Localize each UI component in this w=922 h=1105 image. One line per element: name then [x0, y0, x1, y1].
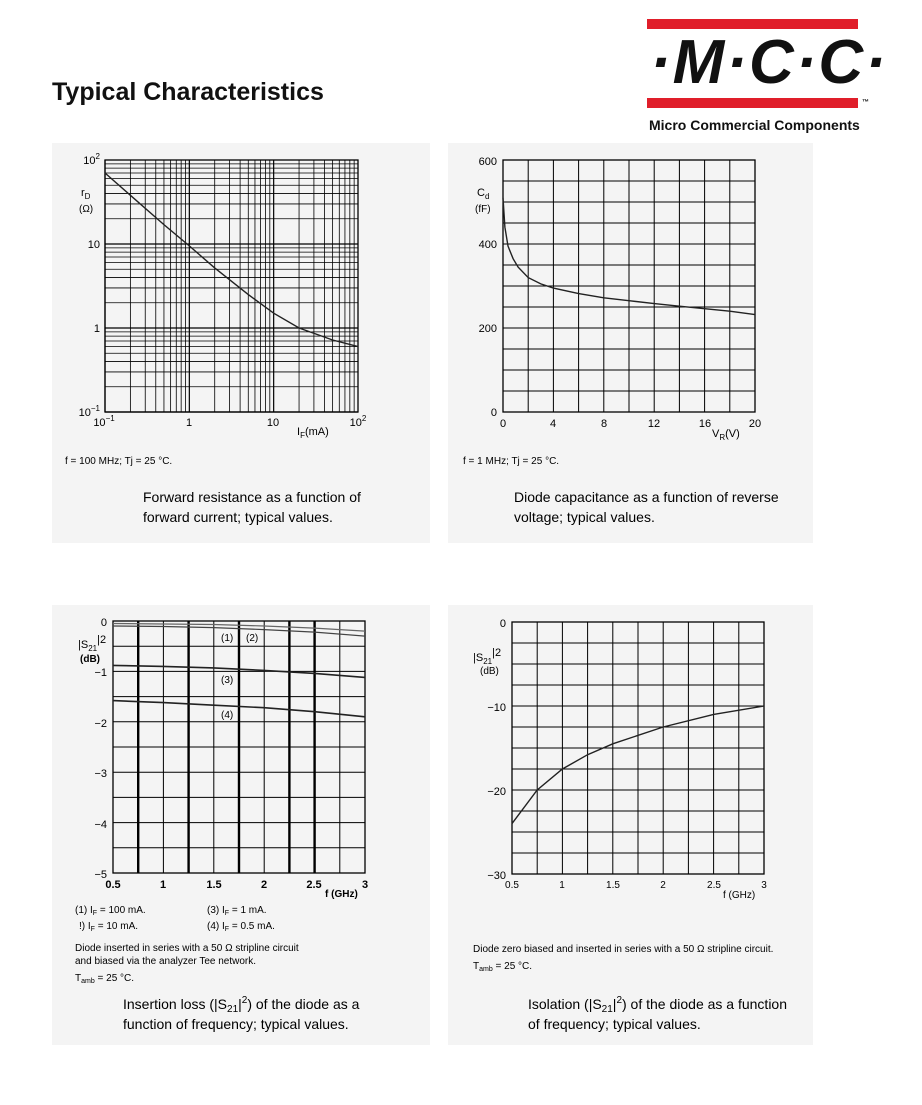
c1-ytick-100: $10^2$	[83, 152, 100, 167]
c2-ytick-400: 400	[478, 239, 497, 251]
c1-series-rd	[105, 173, 358, 347]
c4-ylabel: $|S_{21}|2$	[473, 647, 502, 666]
c4-xtick-2.5: 2.5	[707, 880, 721, 891]
c2-xlabel: $V_R(V)$	[712, 428, 740, 442]
c4-ytick-m10: −10	[487, 702, 506, 714]
c3-legend-1: (1) $I_F = 100$ mA.	[75, 905, 146, 917]
c1-xlabel: $I_F(mA)$	[297, 426, 329, 440]
c1-grid	[105, 160, 358, 412]
chart-isolation	[473, 618, 787, 1032]
c2-ytick-600: 600	[478, 156, 497, 168]
c1-caption-line2: forward current; typical values.	[143, 509, 333, 525]
c1-xtick-10: 10	[266, 417, 280, 429]
c2-ylabel-unit: (fF)	[475, 204, 491, 215]
c4-xtick-1.5: 1.5	[606, 880, 620, 891]
c2-grid	[503, 160, 755, 412]
c2-ylabel: $C_d$	[477, 187, 490, 201]
c3-temp: $T_{amb} = 25$ °C.	[75, 973, 135, 985]
c2-xtick-16: 16	[698, 418, 712, 430]
c1-ytick-0.1: $10^{-1}$	[78, 404, 100, 419]
c4-xtick-3: 3	[761, 880, 767, 891]
c4-grid	[512, 622, 764, 874]
c3-caption-line2: function of frequency; typical values.	[123, 1016, 349, 1032]
c3-ytick-m1: −1	[94, 667, 107, 679]
c3-curve-label-4: (4)	[221, 710, 234, 721]
c3-ytick-m2: −2	[94, 718, 107, 730]
c1-xtick-100: $10^2$	[349, 414, 367, 429]
trademark-mark: ™	[862, 99, 869, 106]
c1-condition: f = 100 MHz; Tj = 25 °C.	[65, 456, 173, 467]
chart-insertion-loss	[75, 617, 368, 1032]
c3-condition-line1: Diode inserted in series with a 50 Ω stripline circuit	[75, 943, 299, 954]
c4-xlabel: f (GHz)	[723, 890, 756, 901]
c3-xtick-1.5: 1.5	[206, 879, 222, 891]
c3-xtick-1: 1	[159, 879, 167, 891]
company-logo: ·M·C·C·	[650, 28, 888, 97]
c3-xtick-2.5: 2.5	[306, 879, 322, 891]
c2-caption-line1: Diode capacitance as a function of reverse	[514, 489, 779, 505]
c1-xtick-0.1: $10^{-1}$	[93, 414, 115, 429]
c3-legend-3: (3) $I_F = 1$ mA.	[207, 905, 267, 917]
c1-ylabel-unit: (Ω)	[79, 204, 94, 215]
c3-legend-4: (4) $I_F = 0.5$ mA.	[207, 921, 275, 933]
c2-ytick-0: 0	[490, 407, 497, 419]
c3-caption-line1: Insertion loss $(|S_{21}|^2)$ of the diode as a	[123, 995, 360, 1015]
c4-xtick-2: 2	[660, 880, 666, 891]
c2-condition: f = 1 MHz; Tj = 25 °C.	[463, 456, 560, 467]
c3-xlabel: f (GHz)	[325, 889, 358, 900]
c4-xtick-1: 1	[559, 880, 565, 891]
c4-ytick-0: 0	[499, 618, 506, 630]
c2-xtick-0: 0	[499, 418, 507, 430]
c4-caption-line2: of frequency; typical values.	[528, 1016, 701, 1032]
c3-xtick-3: 3	[361, 879, 369, 891]
c2-xtick-4: 4	[549, 418, 557, 430]
c4-xtick-0.5: 0.5	[505, 880, 519, 891]
c3-ytick-0: 0	[100, 617, 107, 629]
c1-ytick-1: 1	[93, 323, 100, 335]
c2-caption-line2: voltage; typical values.	[514, 509, 655, 525]
c3-curve-label-3: (3)	[221, 675, 234, 686]
c3-curve-label-1: (1)	[221, 633, 234, 644]
c4-temp: $T_{amb} = 25$ °C.	[473, 961, 533, 973]
chart-diode-capacitance	[463, 156, 779, 525]
c3-curve-label-2: (2)	[246, 633, 259, 644]
chart-forward-resistance	[65, 152, 367, 525]
c3-ytick-m3: −3	[94, 768, 107, 780]
c4-ytick-m20: −20	[487, 786, 506, 798]
c1-plot-frame	[105, 160, 358, 412]
c3-ytick-m5: −5	[94, 869, 107, 881]
c4-ytick-m30: −30	[487, 870, 506, 882]
c3-ytick-m4: −4	[94, 819, 107, 831]
c2-xtick-20: 20	[748, 418, 762, 430]
c3-ylabel: $|S_{21}|2$	[78, 634, 107, 653]
page-title: Typical Characteristics	[52, 78, 324, 106]
c3-condition-line2: and biased via the analyzer Tee network.	[75, 956, 257, 967]
c2-xtick-8: 8	[600, 418, 608, 430]
c3-xtick-2: 2	[260, 879, 268, 891]
c1-caption-line1: Forward resistance as a function of	[143, 489, 361, 505]
c1-xtick-1: 1	[185, 417, 193, 429]
c3-grid	[113, 621, 365, 873]
company-name: Micro Commercial Components	[649, 117, 860, 133]
c1-ytick-10: 10	[87, 239, 100, 251]
c2-ytick-200: 200	[478, 323, 497, 335]
c3-legend-2: !) $I_F = 10$ mA.	[79, 921, 139, 933]
c4-caption-line1: Isolation $(|S_{21}|^2)$ of the diode as a function	[528, 995, 787, 1015]
c4-condition: Diode zero biased and inserted in series with a 50 Ω stripline circuit.	[473, 944, 774, 955]
c1-ylabel: $r_D$	[81, 187, 91, 201]
c3-xtick-0.5: 0.5	[105, 879, 121, 891]
c3-ylabel-unit: (dB)	[80, 654, 100, 665]
c4-ylabel-unit: (dB)	[480, 666, 499, 677]
c2-xtick-12: 12	[647, 418, 661, 430]
